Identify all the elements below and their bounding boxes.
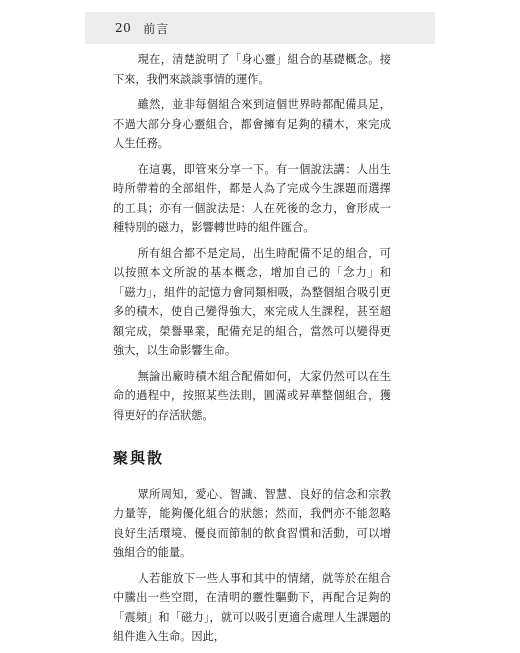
body-paragraph: 無論出廠時積木組合配備如何，大家仍然可以在生命的過程中，按照某些法則，圓滿或昇華整個組合，獲得更好的存活狀態。 [113,369,391,422]
body-paragraph: 人若能放下一些人事和其中的情緒，就等於在組合中騰出一些空間，在清明的靈性驅動下，再配合足夠的「震頻」和「磁力」，就可以吸引更適合處理人生課題的組件進入生命。因此， [113,571,391,643]
body-paragraph: 雖然，並非每個組合來到這個世界時都配備具足，不過大部分身心靈組合，都會擁有足夠的積木，來完成人生任務。 [113,98,391,150]
body-paragraph: 所有組合都不是定局，出生時配備不足的組合，可以按照本文所說的基本概念，增加自己的「念力」和「磁力」，組件的記憶力會同類相吸，為整個組合吸引更多的積木，使自己變得強大，來完成人生課程，甚至超額完成，榮譽畢業，配備充足的組合，當然可以變得更強大，以生命影響生命。 [113,246,391,357]
body-paragraph: 現在，清楚說明了「身心靈」組合的基礎概念。接下來，我們來談談事情的運作。 [113,53,391,86]
page-body [113,50,391,653]
body-paragraph: 眾所周知，愛心、智識、智慧、良好的信念和宗教力量等，能夠優化組合的狀態；然而，我們亦不能忽略良好生活環境、優良而節制的飲食習慣和活動，可以增強組合的能量。 [113,487,391,559]
chapter-title: 前言 [143,21,170,36]
body-paragraph: 在這裏，即管來分享一下。有一個說法講：人出生時所帶着的全部組件，都是人為了完成今生課題而選擇的工具；亦有一個說法是：人在死後的念力，會形成一種特別的磁力，影響轉世時的組件匯合。 [113,162,391,234]
section-heading: 聚與散 [113,449,165,467]
page-number: 20 [115,21,132,35]
page-header [85,12,435,44]
